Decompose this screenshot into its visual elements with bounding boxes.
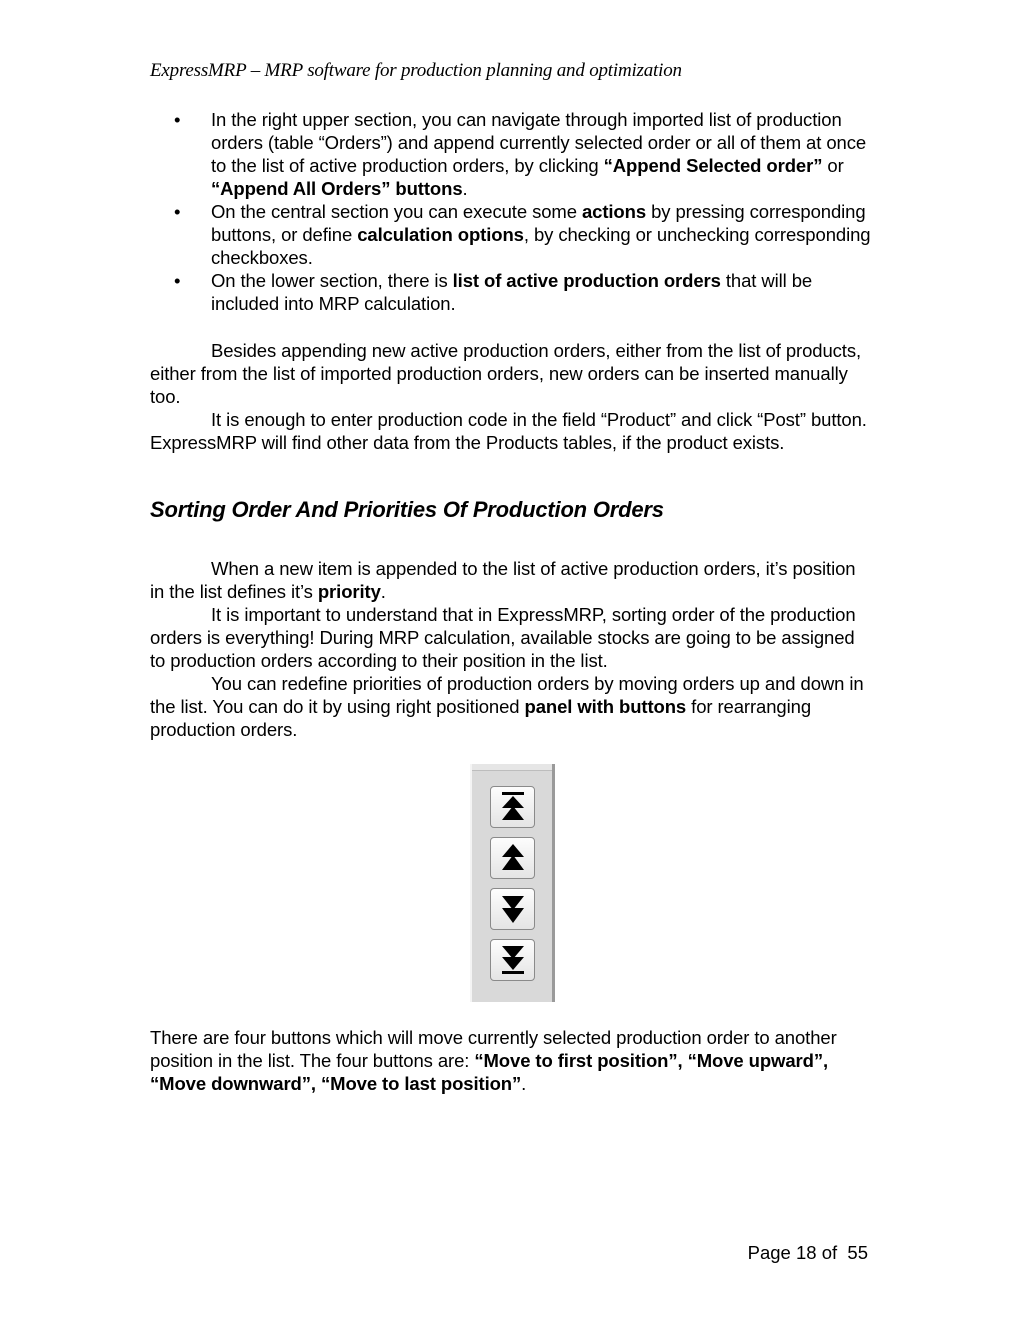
paragraph [150, 557, 870, 603]
text-run: , by checking or unchecking corresponding checkboxes. [211, 224, 871, 268]
paragraph [150, 339, 870, 408]
section-heading: Sorting Order And Priorities Of Production Orders [150, 497, 664, 522]
move-downward-icon [500, 892, 526, 926]
text-run: . [380, 581, 386, 602]
manual-insert-paragraphs [150, 339, 870, 454]
bullet-marker: • [174, 201, 181, 222]
panel-title-strip [472, 764, 552, 771]
text-run: that will be included into MRP calculation. [211, 270, 813, 314]
move-to-last-icon [500, 943, 526, 977]
bullet-text [211, 270, 812, 314]
paragraph [150, 408, 870, 454]
paragraph [150, 1026, 870, 1095]
bold-text-run: list of active production orders [452, 270, 721, 291]
sorting-paragraphs [150, 557, 870, 741]
move-upward-button[interactable] [490, 837, 535, 879]
bold-text-run: “Append Selected order” [603, 155, 823, 176]
move-upward-icon [500, 841, 526, 875]
move-to-first-icon [500, 790, 526, 824]
move-downward-button[interactable] [490, 888, 535, 930]
text-run: . [462, 178, 468, 199]
bold-text-run: actions [581, 201, 647, 222]
text-run: Besides appending new active production orders, either from the list of products, either from the list of imported production orders, new orders can be inserted manually too. [150, 340, 862, 407]
section-bullet-list [150, 108, 880, 315]
text-run: by pressing corresponding buttons, or define [211, 201, 866, 245]
closing-paragraph-block [150, 1026, 870, 1095]
text-run: On the central section you can execute some [211, 201, 582, 222]
text-run: It is enough to enter production code in the field “Product” and click “Post” button. ExpressMRP will find other data from the Products tables, if the product exists. [150, 409, 867, 453]
text-run: There are four buttons which will move currently selected production order to another position in the list. The four buttons are: [150, 1027, 837, 1071]
bullet-marker: • [174, 270, 181, 291]
bold-text-run: priority [317, 581, 381, 602]
text-run: On the lower section, there is [211, 270, 453, 291]
running-header: ExpressMRP – MRP software for production planning and optimization [150, 60, 682, 81]
bullet-item [150, 200, 880, 269]
reorder-buttons-panel [470, 764, 555, 1002]
bullet-text [211, 201, 870, 268]
bullet-text [211, 109, 866, 199]
bold-text-run: panel with buttons [524, 696, 687, 717]
page-number-label: Page 18 of 55 [747, 1242, 868, 1263]
page-number [748, 1242, 868, 1264]
text-run: or [822, 155, 844, 176]
text-run: In the right upper section, you can navigate through imported list of production orders (table “Orders”) and append currently selected order or all of them at once to the list of active production orders, by clicking [211, 109, 867, 176]
move-to-first-button[interactable] [490, 786, 535, 828]
bold-text-run: calculation options [357, 224, 524, 245]
bullet-item [150, 108, 880, 200]
paragraph [150, 603, 870, 672]
bold-text-run: “Append All Orders” buttons [211, 178, 463, 199]
text-run: It is important to understand that in ExpressMRP, sorting order of the production orders is everything! During MRP calculation, available stocks are going to be assigned to production orders according to their position in the list. [150, 604, 856, 671]
text-run: You can redefine priorities of production orders by moving orders up and down in the list. You can do it by using right positioned [150, 673, 864, 717]
text-run: . [521, 1073, 527, 1094]
move-to-last-button[interactable] [490, 939, 535, 981]
text-run: When a new item is appended to the list of active production orders, it’s position in the list defines it’s [150, 558, 856, 602]
bullet-item [150, 269, 880, 315]
bold-text-run: “Move to first position”, “Move upward”, “Move downward”, “Move to last position” [150, 1050, 829, 1094]
text-run: for rearranging production orders. [150, 696, 812, 740]
bullet-marker: • [174, 109, 181, 130]
paragraph [150, 672, 870, 741]
